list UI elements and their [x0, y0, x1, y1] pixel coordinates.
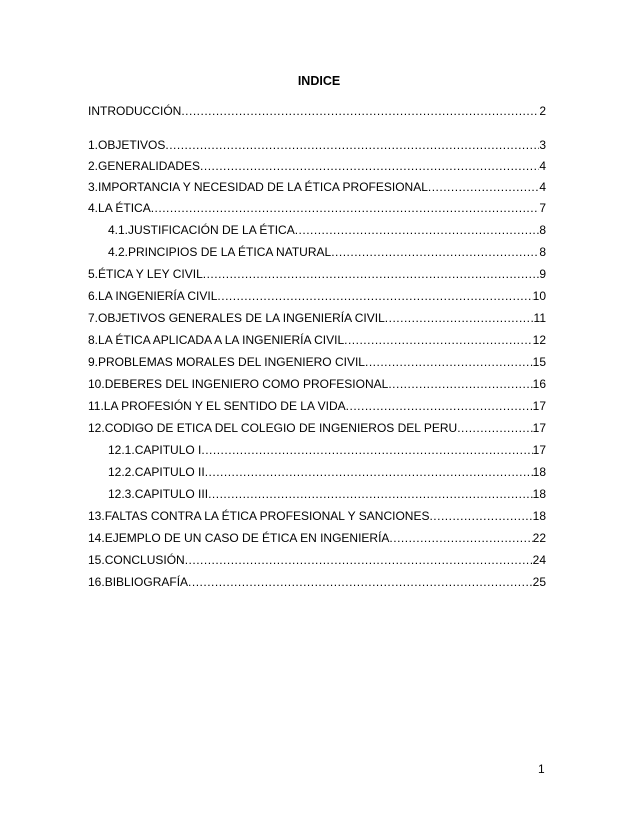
toc-leader-dots	[185, 552, 533, 568]
toc-entry-page: 25	[532, 575, 546, 589]
toc-entry-2	[88, 158, 546, 174]
toc-entry-text: DEBERES DEL INGENIERO COMO PROFESIONAL	[104, 377, 389, 391]
toc-entry-8	[88, 332, 546, 348]
toc-leader-dots	[203, 266, 540, 282]
toc-entry-4-2	[108, 244, 546, 260]
toc-leader-dots	[181, 103, 539, 119]
toc-entry-6	[88, 288, 546, 304]
toc-entry-page: 9	[539, 267, 546, 281]
toc-entry-number: 12.	[88, 421, 105, 435]
toc-entry-text: FALTAS CONTRA LA ÉTICA PROFESIONAL Y SANCIONES	[104, 509, 430, 523]
toc-entry-text: CAPITULO I	[134, 443, 202, 457]
toc-entry-14	[88, 530, 546, 546]
toc-leader-dots	[331, 244, 539, 260]
page-number: 1	[538, 762, 545, 776]
toc-entry-page: 17	[532, 443, 546, 457]
toc-entry-text: IMPORTANCIA Y NECESIDAD DE LA ÉTICA PROFESIONAL	[98, 180, 428, 194]
toc-entry-page: 10	[532, 289, 546, 303]
toc-entry-number: 4.2.	[108, 245, 129, 259]
toc-entry-text: OBJETIVOS GENERALES DE LA INGENIERÍA CIVIL	[98, 311, 385, 325]
toc-leader-dots	[188, 574, 533, 590]
toc-entry-page: 15	[532, 355, 546, 369]
toc-leader-dots	[428, 179, 539, 195]
toc-entry-number: 7.	[88, 311, 99, 325]
toc-entry-number: 1.	[88, 138, 99, 152]
toc-entry-number: 15.	[88, 553, 105, 567]
toc-entry-number: 14.	[88, 531, 105, 545]
toc-leader-dots	[429, 508, 532, 524]
toc-entry-text: BIBLIOGRAFÍA	[104, 575, 189, 589]
toc-entry-text: CAPITULO II	[134, 465, 205, 479]
toc-entry-page: 3	[539, 138, 546, 152]
toc-entry-text: CONCLUSIÓN	[104, 553, 185, 567]
document-title: INDICE	[297, 74, 341, 88]
toc-entry-number: 3.	[88, 180, 99, 194]
toc-entry-text: INTRODUCCIÓN	[88, 104, 182, 118]
toc-entry-page: 18	[532, 509, 546, 523]
toc-entry-page: 22	[532, 531, 546, 545]
toc-entry-number: 10.	[88, 377, 105, 391]
toc-entry-text: LA ÉTICA APLICADA A LA INGENIERÍA CIVIL	[98, 333, 345, 347]
toc-entry-page: 8	[539, 223, 546, 237]
toc-entry-text: EJEMPLO DE UN CASO DE ÉTICA EN INGENIERÍA	[104, 531, 390, 545]
toc-entry-text: JUSTIFICACIÓN DE LA ÉTICA	[128, 223, 295, 237]
toc-entry-16	[88, 574, 546, 590]
toc-entry-5	[88, 266, 546, 282]
toc-entry-number: 11.	[88, 399, 104, 413]
toc-leader-dots	[389, 530, 532, 546]
toc-leader-dots	[365, 354, 533, 370]
toc-leader-dots	[457, 420, 532, 436]
toc-entry-page: 18	[532, 487, 546, 501]
toc-entry-text: ÉTICA Y LEY CIVIL	[98, 267, 203, 281]
toc-entry-page: 4	[539, 180, 546, 194]
toc-entry-number: 13.	[88, 509, 105, 523]
toc-entry-3	[88, 179, 546, 195]
toc-entry-text: LA ÉTICA	[98, 201, 151, 215]
toc-entry-page: 17	[532, 399, 546, 413]
toc-entry-number: 4.	[88, 201, 99, 215]
toc-entry-1	[88, 137, 546, 153]
toc-entry-page: 2	[539, 104, 546, 118]
toc-entry-text: LA INGENIERÍA CIVIL	[98, 289, 218, 303]
toc-leader-dots	[217, 288, 532, 304]
toc-entry-text: LA PROFESIÓN Y EL SENTIDO DE LA VIDA	[103, 399, 346, 413]
toc-entry-page: 17	[532, 421, 546, 435]
toc-entry-page: 24	[532, 553, 546, 567]
toc-entry-page: 4	[539, 159, 546, 173]
toc-entry-text: PRINCIPIOS DE LA ÉTICA NATURAL	[128, 245, 332, 259]
toc-entry-10	[88, 376, 546, 392]
toc-entry-text: PROBLEMAS MORALES DEL INGENIERO CIVIL	[98, 355, 365, 369]
toc-leader-dots	[200, 158, 539, 174]
toc-entry-introduccion	[88, 103, 546, 119]
toc-entry-page: 11	[533, 311, 546, 325]
toc-leader-dots	[385, 310, 534, 326]
toc-entry-text: GENERALIDADES	[98, 159, 201, 173]
toc-entry-number: 6.	[88, 289, 99, 303]
toc-leader-dots	[205, 464, 533, 480]
toc-entry-11	[88, 398, 546, 414]
toc-leader-dots	[208, 486, 533, 502]
toc-entry-12-1	[108, 442, 546, 458]
toc-entry-number: 12.2.	[108, 465, 135, 479]
toc-entry-number: 2.	[88, 159, 99, 173]
toc-entry-page: 16	[532, 377, 546, 391]
toc-entry-text: CAPITULO III	[134, 487, 209, 501]
toc-leader-dots	[388, 376, 532, 392]
toc-entry-page: 18	[532, 465, 546, 479]
toc-entry-number: 16.	[88, 575, 105, 589]
toc-entry-text: OBJETIVOS	[98, 138, 166, 152]
toc-leader-dots	[344, 332, 533, 348]
toc-entry-page: 7	[539, 201, 546, 215]
toc-entry-number: 4.1.	[108, 223, 129, 237]
toc-entry-number: 12.1.	[108, 443, 135, 457]
toc-entry-12	[88, 420, 546, 436]
toc-entry-12-3	[108, 486, 546, 502]
toc-leader-dots	[151, 200, 540, 216]
toc-entry-number: 9.	[88, 355, 99, 369]
toc-entry-4-1	[108, 222, 546, 238]
toc-entry-page: 12	[532, 333, 546, 347]
toc-entry-15	[88, 552, 546, 568]
toc-entry-9	[88, 354, 546, 370]
toc-entry-number: 8.	[88, 333, 99, 347]
toc-entry-number: 12.3.	[108, 487, 135, 501]
toc-leader-dots	[346, 398, 533, 414]
toc-leader-dots	[201, 442, 532, 458]
toc-entry-13	[88, 508, 546, 524]
toc-entry-text: CODIGO DE ETICA DEL COLEGIO DE INGENIEROS DEL PERU	[104, 421, 458, 435]
toc-entry-7	[88, 310, 546, 326]
toc-leader-dots	[295, 222, 540, 238]
toc-entry-page: 8	[539, 245, 546, 259]
toc-entry-number: 5.	[88, 267, 99, 281]
toc-entry-4	[88, 200, 546, 216]
toc-entry-12-2	[108, 464, 546, 480]
toc-leader-dots	[165, 137, 539, 153]
